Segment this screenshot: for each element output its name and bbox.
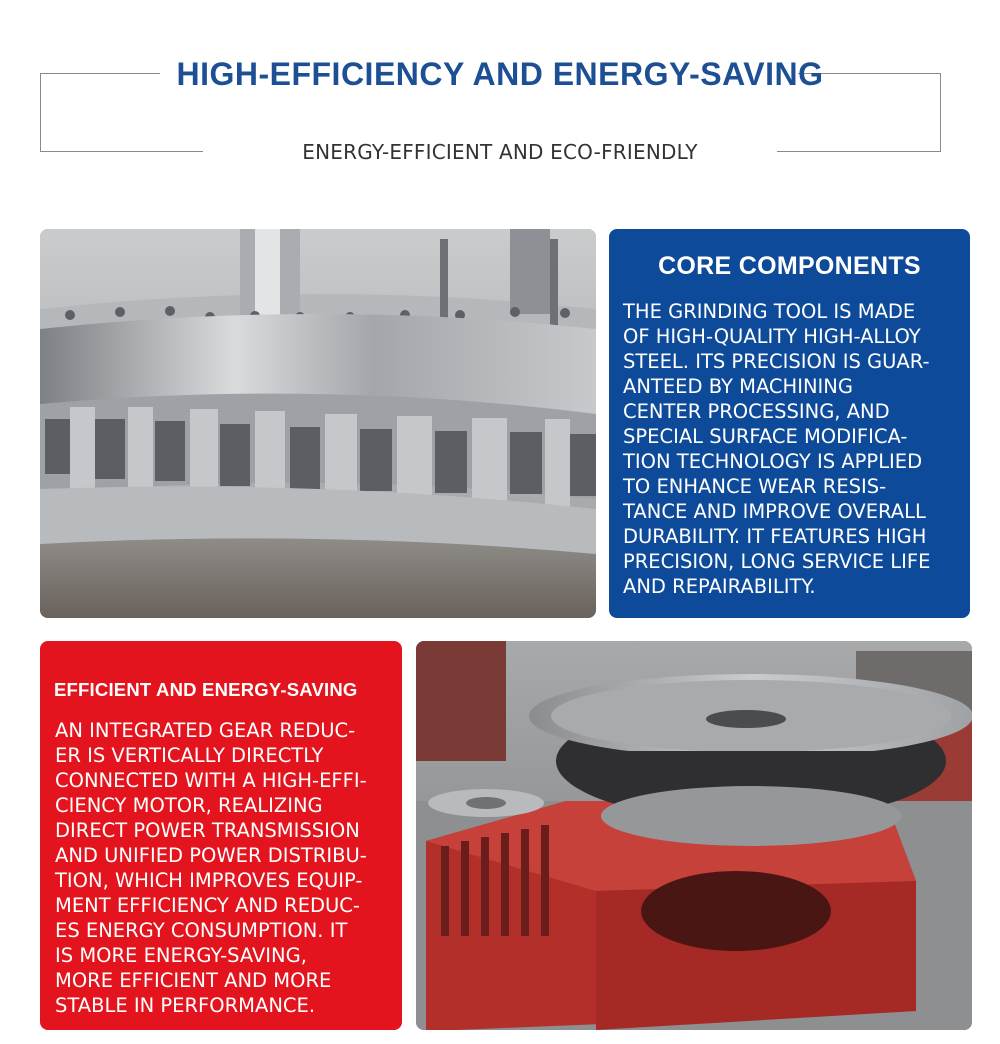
grinding-disc-photo [40, 229, 596, 618]
core-components-heading: CORE COMPONENTS [658, 252, 921, 280]
efficient-saving-heading: EFFICIENT AND ENERGY-SAVING [54, 679, 358, 700]
page-subtitle: ENERGY-EFFICIENT AND ECO-FRIENDLY [302, 140, 698, 164]
efficient-saving-text: AN INTEGRATED GEAR REDUC- ER IS VERTICALLY DIRECTLY CONNECTED WITH A HIGH-EFFI- CIENCY MOTOR, REALIZING DIRECT POWER TRANSMISSION AND UNIFIED POWER DISTRIBU- TION, WHICH IMPROVES EQUIP- MENT EFFICIENCY AND REDUC- ES ENERGY CONSUMPTION. IT IS MORE ENERGY-SAVING, MORE EFFICIENT AND MORE STABLE IN PERFORMANCE. [55, 719, 367, 1017]
core-components-text: THE GRINDING TOOL IS MADE OF HIGH-QUALITY HIGH-ALLOY STEEL. ITS PRECISION IS GUAR- ANTEED BY MACHINING CENTER PROCESSING, AND SPECIAL SURFACE MODIFICA- TION TECHNOLOGY IS APPLIED TO ENHANCE WEAR RESIS- TANCE AND IMPROVE OVERALL DURABILITY. IT FEATURES HIGH PRECISION, LONG SERVICE LIFE AND REPAIRABILITY. [623, 300, 931, 598]
gear-reducer-photo [416, 641, 972, 1030]
page-title: HIGH-EFFICIENCY AND ENERGY-SAVING [176, 56, 824, 92]
